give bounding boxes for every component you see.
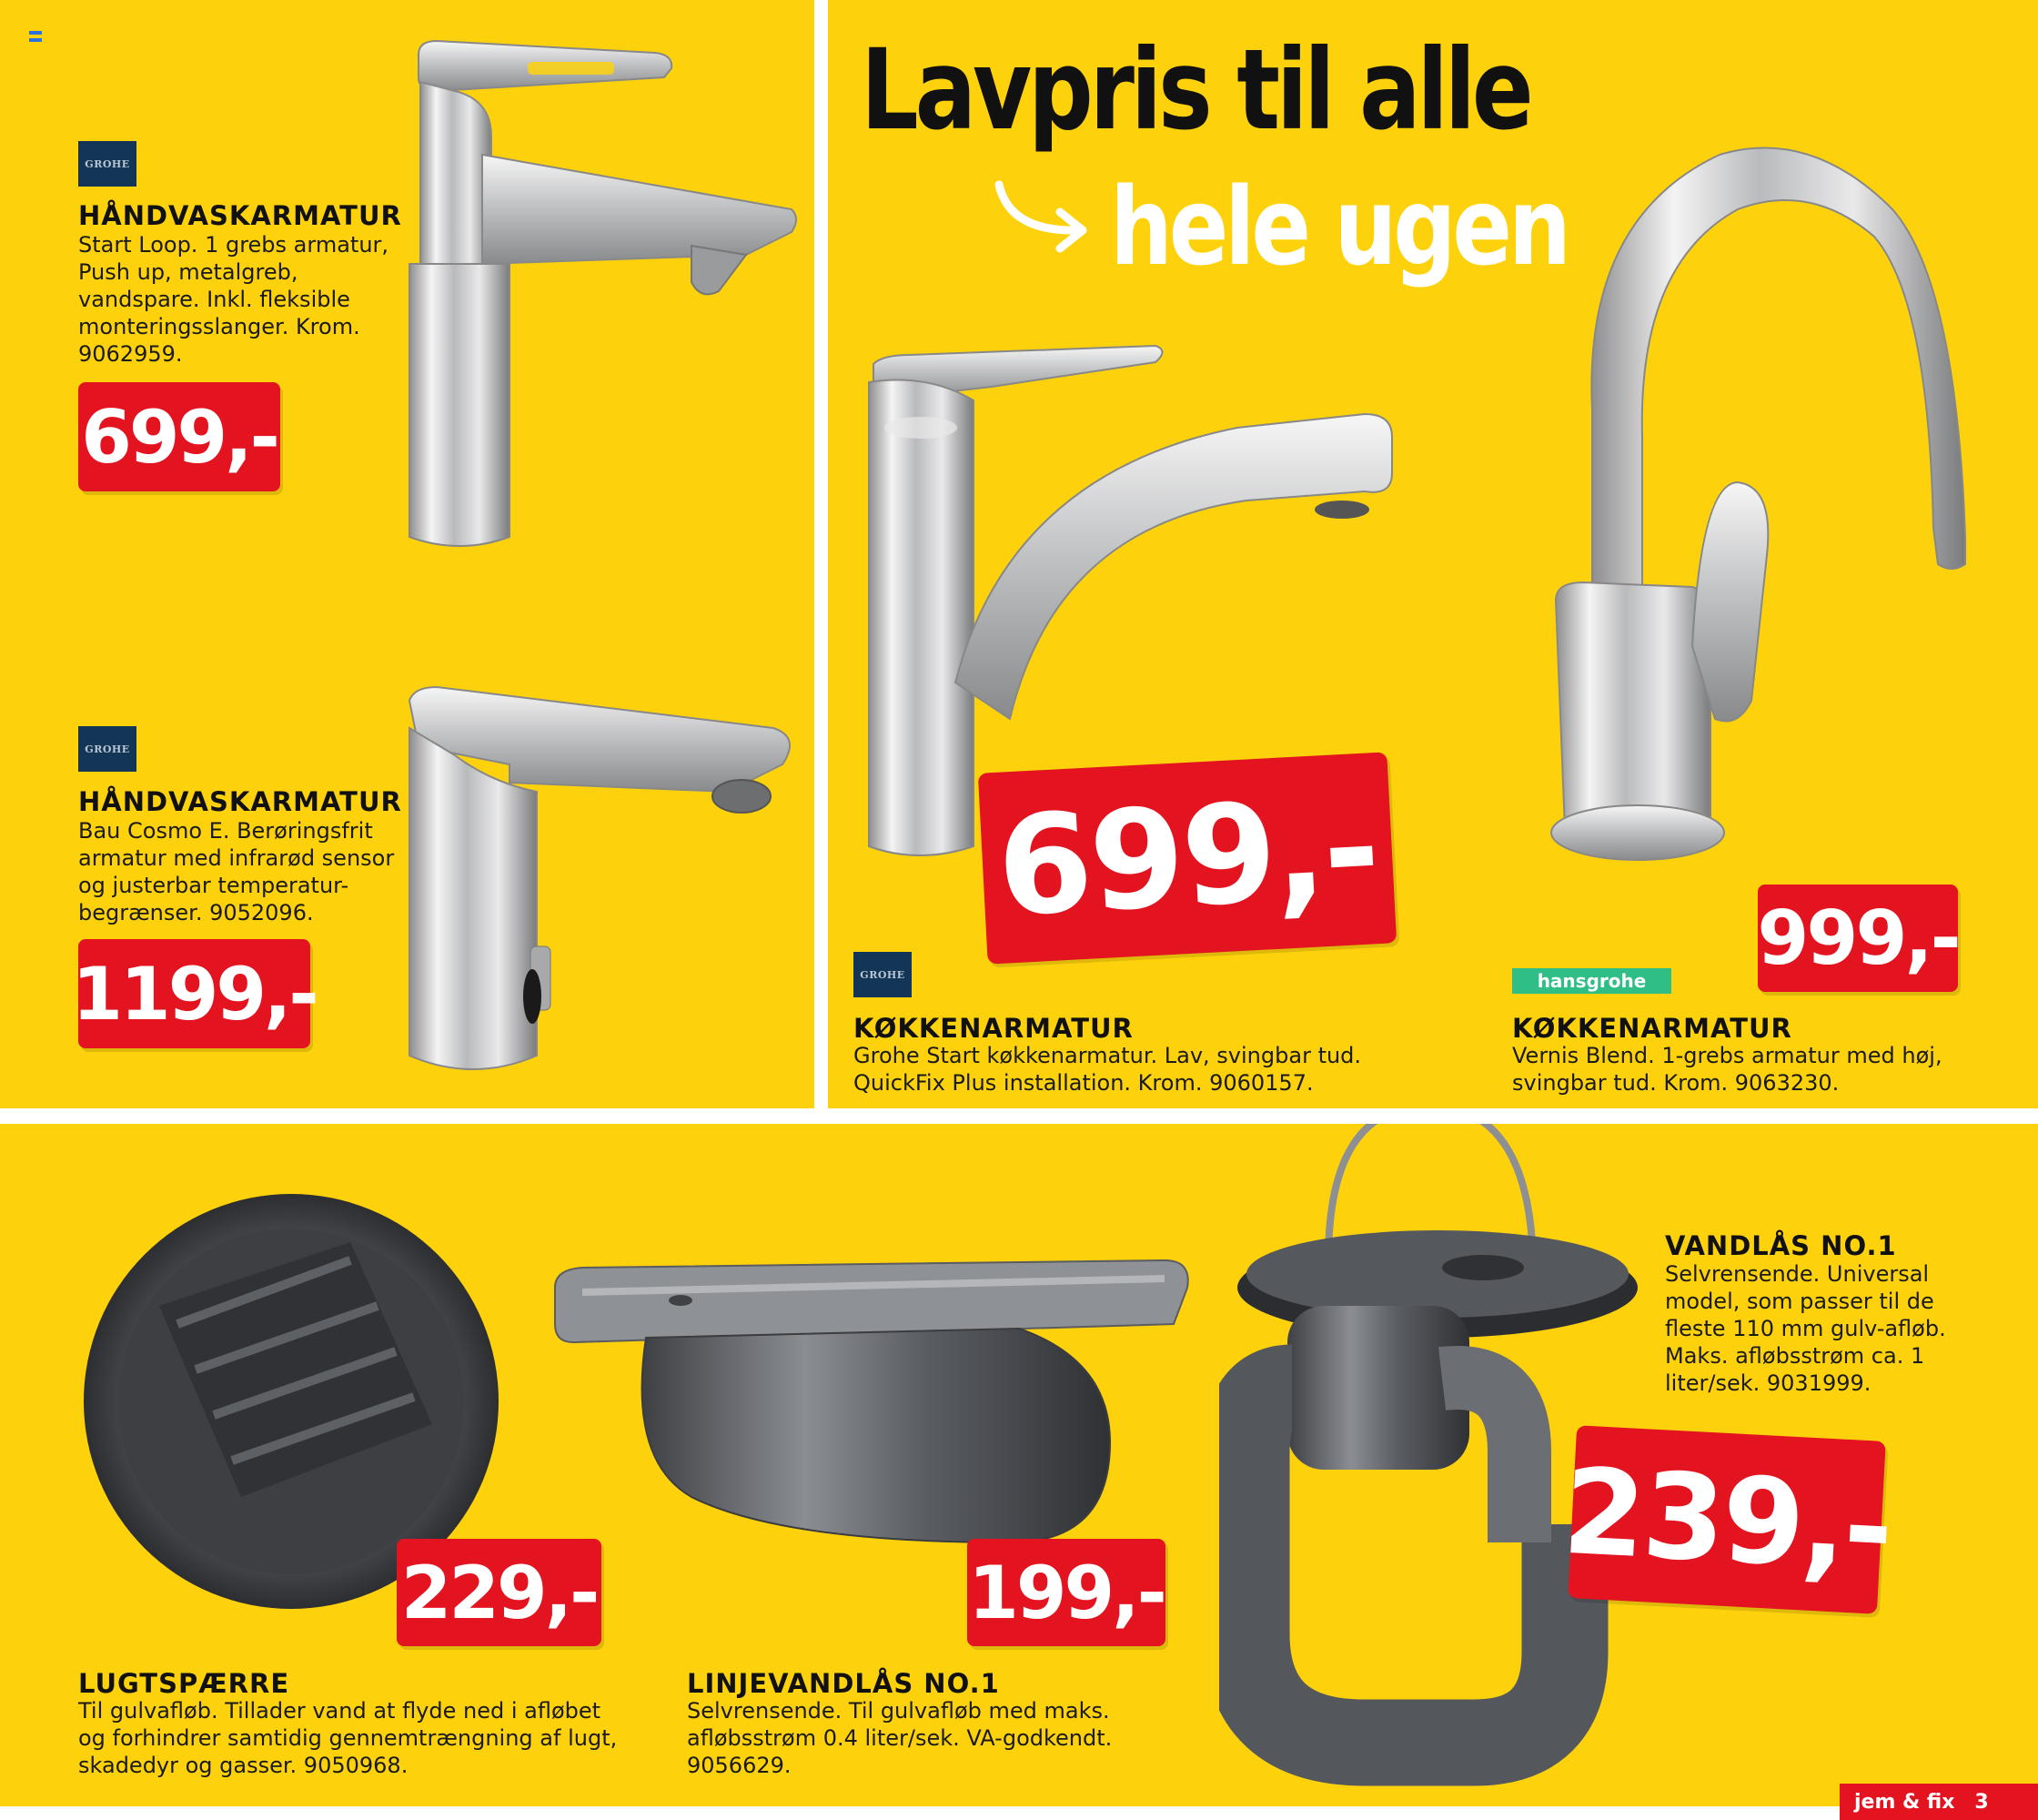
product-title: LINJEVANDLÅS NO.1: [687, 1668, 1000, 1699]
price-tag: 699,-: [78, 382, 280, 491]
grohe-logo-icon: GROHE: [78, 141, 136, 187]
price-tag: 199,-: [967, 1539, 1165, 1646]
grohe-logo-icon: GROHE: [853, 952, 912, 997]
product-description: Til gulvafløb. Tillader vand at flyde ned i afløbet og forhindrer samtidig gennemtrængning af lugt, skadedyr og gasser. 9050968.: [78, 1698, 618, 1778]
high-spout-faucet-image: [1510, 136, 1983, 883]
price-tag: 699,-: [978, 752, 1397, 964]
footer-brand-tag: [1840, 1784, 2038, 1820]
hansgrohe-logo-icon: hansgrohe: [1512, 968, 1671, 994]
footer-brand: jem & fix: [1854, 1790, 1955, 1814]
product-title: KØKKENARMATUR: [1512, 1013, 1792, 1044]
product-description: Vernis Blend. 1-grebs armatur med høj, svingbar tud. Krom. 9063230.: [1512, 1043, 1942, 1096]
price-tag: 999,-: [1758, 885, 1958, 992]
product-description: Bau Cosmo E. Berøringsfrit armatur med infrarød sensor og justerbar temperatur-begrænser. 9052096.: [78, 818, 395, 925]
product-title: HÅNDVASKARMATUR: [78, 200, 402, 231]
product-title: KØKKENARMATUR: [853, 1013, 1134, 1044]
price-tag: 229,-: [397, 1539, 601, 1646]
grohe-logo-icon: GROHE: [78, 726, 136, 772]
sensor-faucet-image: [400, 673, 810, 1092]
product-description: Grohe Start køkkenarmatur. Lav, svingbar tud. QuickFix Plus installation. Krom. 9060157.: [853, 1043, 1362, 1096]
product-description: Selvrensende. Til gulvafløb med maks. afløbsstrøm 0.4 liter/sek. VA-godkendt. 9056629.: [687, 1698, 1113, 1778]
headline-sub: hele ugen: [1110, 164, 1568, 289]
price-tag: 1199,-: [78, 939, 310, 1048]
basin-faucet-image: [400, 27, 810, 555]
headline: Lavpris til alle: [861, 25, 1530, 155]
product-title: LUGTSPÆRRE: [78, 1668, 290, 1699]
product-title: HÅNDVASKARMATUR: [78, 786, 402, 817]
linear-drain-image: [546, 1251, 1201, 1552]
price-tag: 239,-: [1568, 1425, 1885, 1614]
panel-kitchen-faucets: [828, 0, 2038, 1108]
flag-icon: [29, 31, 42, 42]
arrow-icon: [992, 177, 1101, 259]
product-title: VANDLÅS NO.1: [1665, 1230, 1897, 1261]
product-description: Selvrensende. Universal model, som passer til de fleste 110 mm gulv-afløb. Maks. afløbsstrøm ca. 1 liter/sek. 9031999.: [1665, 1261, 1946, 1396]
panel-bathroom-faucets: [0, 0, 814, 1108]
product-description: Start Loop. 1 grebs armatur, Push up, metalgreb, vandspare. Inkl. fleksible monteringsslanger. Krom. 9062959.: [78, 232, 389, 367]
panel-drains: [0, 1124, 2038, 1806]
page-number: 3: [1974, 1790, 1989, 1814]
